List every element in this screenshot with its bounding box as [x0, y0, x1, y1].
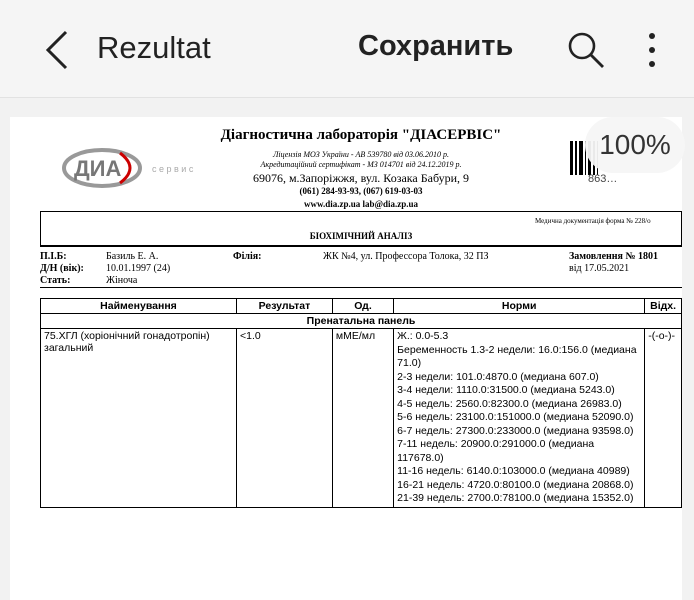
- sex-value: Жіноча: [106, 275, 138, 286]
- app-title: Rezultat: [97, 30, 211, 65]
- norm-line: 3-4 недели: 1110.0:31500.0 (медиана 5243.0): [397, 384, 615, 396]
- col-header-result: Результат: [236, 299, 332, 314]
- frame-left: [40, 211, 41, 246]
- save-button[interactable]: Сохранить: [358, 30, 514, 62]
- norm-line: Беременность 1.3-2 недели: 16.0:156.0 (медиана 71.0): [397, 343, 637, 369]
- norm-line: 11-16 недель: 6140.0:103000.0 (медиана 40989): [397, 465, 630, 477]
- lab-address: 69076, м.Запоріжжя, вул. Козака Бабури, 9: [252, 171, 470, 185]
- lab-phones: (061) 284-93-93, (067) 619-03-03: [299, 186, 423, 196]
- panel-title: Пренатальна панель: [41, 314, 682, 329]
- table-row: [41, 329, 682, 508]
- lab-web: www.dia.zp.ua lab@dia.zp.ua: [304, 199, 418, 209]
- divider-thick: [40, 245, 682, 247]
- section-title: БІОХІМІЧНИЙ АНАЛІЗ: [309, 231, 413, 241]
- more-options-icon[interactable]: [642, 30, 662, 70]
- panel-row: [41, 314, 682, 329]
- divider: [40, 211, 682, 212]
- norm-line: 21-39 недель: 2700.0:78100.0 (медиана 15352.0): [397, 492, 634, 504]
- order-date: від 17.05.2021: [569, 263, 630, 274]
- search-icon[interactable]: [566, 30, 606, 70]
- norm-line: 6-7 недель: 27300.0:233000.0 (медиана 93598.0): [397, 424, 634, 437]
- test-norms: [394, 329, 645, 508]
- dob-label: Д/Н (вік):: [40, 263, 84, 274]
- norm-line: 2-3 недели: 101.0:4870.0 (медиана 607.0): [397, 370, 599, 383]
- license-text: Ліцензія МОЗ України - АВ 539780 від 03.06.2010 р.: [272, 150, 450, 159]
- col-header-unit: Од.: [332, 299, 393, 314]
- doc-form-note: Медична документація форма № 228/о: [535, 217, 651, 225]
- document-page[interactable]: [10, 117, 682, 600]
- svg-text:ДИА: ДИА: [74, 156, 122, 181]
- norm-line: 7-11 недель: 20900.0:291000.0 (медиана 117678.0): [397, 438, 595, 464]
- lab-name: Діагностична лабораторія "ДІАСЕРВІС": [220, 127, 502, 143]
- results-table: [40, 298, 682, 508]
- norm-line: 4-5 недель: 2560.0:82300.0 (медиана 26983.0): [397, 397, 622, 410]
- sex-label: Стать:: [40, 275, 71, 286]
- col-header-deviation: Відх.: [645, 299, 682, 314]
- branch-value: ЖК №4, ул. Профессора Толока, 32 ПЗ: [323, 251, 489, 262]
- order-label: [569, 251, 658, 262]
- norm-line: Ж.: 0.0-5.3: [397, 330, 449, 342]
- order-label-text: Замовлення №: [569, 251, 636, 262]
- norm-line: 16-21 недель: 4720.0:80100.0 (медиана 20868.0): [397, 478, 634, 491]
- zoom-indicator: 100%: [585, 117, 685, 173]
- svg-text:с е р в и с: с е р в и с: [152, 164, 194, 174]
- table-header-row: [41, 299, 682, 314]
- test-deviation: -(-о-)-: [645, 329, 682, 508]
- branch-label: Філія:: [233, 251, 262, 262]
- order-number: 1801: [638, 251, 659, 262]
- frame-right: [681, 211, 682, 246]
- divider: [40, 287, 682, 288]
- test-result: <1.0: [236, 329, 332, 508]
- app-bar: [0, 0, 694, 98]
- barcode-number: 863…: [588, 173, 618, 185]
- test-name: 75.ХГЛ (хоріонічний гонадотропін) загальний: [41, 329, 237, 508]
- pib-value: Базиль Е. А.: [106, 251, 159, 262]
- back-arrow-icon[interactable]: [38, 26, 78, 74]
- col-header-name: Найменування: [41, 299, 237, 314]
- dob-value: 10.01.1997 (24): [106, 263, 171, 274]
- test-unit: мМЕ/мл: [332, 329, 393, 508]
- col-header-norms: Норми: [394, 299, 645, 314]
- norm-line: 5-6 недель: 23100.0:151000.0 (медиана 52090.0): [397, 411, 634, 423]
- pib-label: П.І.Б:: [40, 251, 67, 262]
- accreditation-text: Акредитаційний сертифікат - МЗ 014701 від 24.12.2019 р.: [260, 160, 462, 169]
